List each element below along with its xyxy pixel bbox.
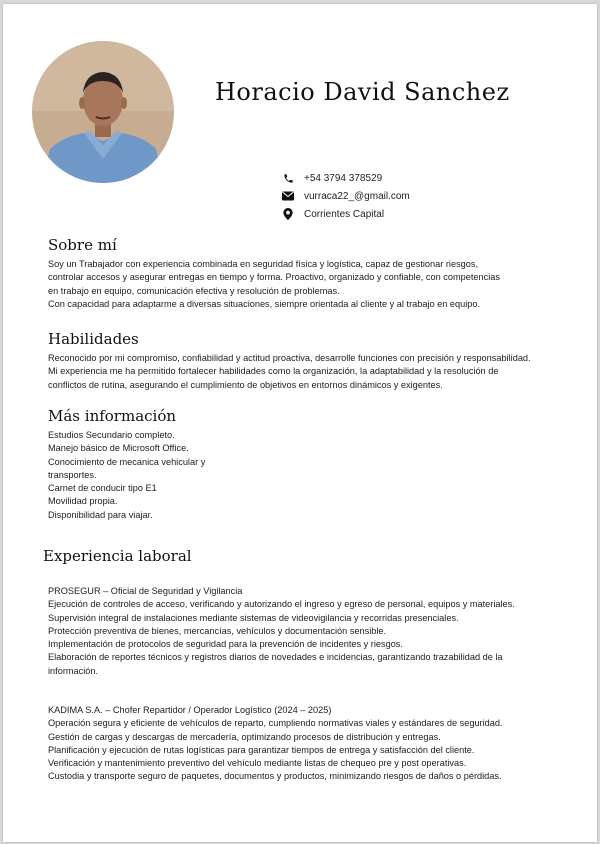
job-line: Planificación y ejecución de rutas logísticas para garantizar tiempos de entrega y satisfacción del cliente. <box>48 744 475 755</box>
job-line: Custodia y transporte seguro de paquetes, documentos y productos, minimizando riesgos de daños o pérdidas. <box>48 771 502 782</box>
info-item: Disponibilidad para viajar. <box>48 509 153 520</box>
job-line: información. <box>48 665 99 676</box>
job-kadima <box>48 704 503 784</box>
sobre-mi-line: Soy un Trabajador con experiencia combinada en seguridad física y logística, capaz de gestionar riesgos, <box>48 259 479 269</box>
contact-email <box>281 187 410 205</box>
contact-info <box>281 169 410 223</box>
resume-page <box>3 4 597 842</box>
job-line: Implementación de protocolos de seguridad para la prevención de incidentes y riesgos. <box>48 639 403 650</box>
section-title-experiencia: Experiencia laboral <box>43 547 192 565</box>
profile-photo-image <box>32 41 174 183</box>
info-item: Estudios Secundario completo. <box>48 430 175 440</box>
job-heading: KADIMA S.A. – Chofer Repartidor / Operador Logístico (2024 – 2025) <box>48 705 332 715</box>
info-item: Carnet de conducir tipo E1 <box>48 483 157 494</box>
location-text: Corrientes Capital <box>304 208 385 220</box>
profile-photo <box>32 41 174 183</box>
job-line: Elaboración de reportes técnicos y registros diarios de novedades e incidencias, garantizando trazabilidad de la <box>48 652 503 663</box>
section-title-mas-informacion: Más información <box>48 407 177 425</box>
habilidades-line: Mi experiencia me ha permitido fortalecer habilidades como la organización, la adaptabilidad y la resolución de <box>48 366 499 377</box>
info-item: Conocimiento de mecanica vehicular y <box>48 456 206 467</box>
sobre-mi-line: controlar accesos y asegurar entregas en tiempo y forma. Proactivo, organizado y confiable, con competencias <box>48 272 500 283</box>
habilidades-line: Reconocido por mi compromiso, confiabilidad y actitud proactiva, desarrolle funciones con precisión y responsabilidad. <box>48 353 531 363</box>
info-item: Movilidad propia. <box>48 496 118 507</box>
phone-text: +54 3794 378529 <box>304 172 383 184</box>
email-text: vurraca22_@gmail.com <box>304 190 410 202</box>
job-line: Gestión de cargas y descargas de mercadería, optimizando procesos de distribución y entregas. <box>48 731 441 742</box>
sobre-mi-text <box>48 258 500 311</box>
contact-phone <box>281 169 410 187</box>
section-title-sobre-mi: Sobre mí <box>48 236 117 254</box>
map-pin-icon <box>281 208 295 220</box>
job-line: Ejecución de controles de acceso, verificando y autorizando el ingreso y egreso de personal, equipos y materiales. <box>48 599 515 610</box>
info-item: transportes. <box>48 469 97 480</box>
job-heading: PROSEGUR – Oficial de Seguridad y Vigilancia <box>48 586 243 596</box>
mas-informacion-list <box>48 429 205 522</box>
job-prosegur <box>48 585 515 678</box>
sobre-mi-line: Con capacidad para adaptarme a diversas situaciones, siempre orientada al cliente y al trabajo en equipo. <box>48 298 481 309</box>
habilidades-line: conflictos de rutina, asegurando el cumplimiento de objetivos en entornos dinámicos y exigentes. <box>48 379 443 390</box>
contact-location <box>281 205 410 223</box>
sobre-mi-line: en trabajo en equipo, comunicación efectiva y resolución de problemas. <box>48 285 340 296</box>
job-line: Supervisión integral de instalaciones mediante sistemas de videovigilancia y recorridas presenciales. <box>48 612 459 623</box>
section-title-habilidades: Habilidades <box>48 330 139 348</box>
habilidades-text <box>48 352 531 392</box>
phone-icon <box>281 172 295 184</box>
envelope-icon <box>281 190 295 202</box>
job-line: Verificación y mantenimiento preventivo del vehículo mediante listas de chequeo pre y post operativas. <box>48 758 467 769</box>
job-line: Operación segura y eficiente de vehículos de reparto, cumpliendo normativas viales y estándares de seguridad. <box>48 718 503 729</box>
job-line: Protección preventiva de bienes, mercancías, vehículos y documentación sensible. <box>48 625 387 636</box>
candidate-name: Horacio David Sanchez <box>215 78 510 106</box>
info-item: Manejo básico de Microsoft Office. <box>48 443 189 454</box>
